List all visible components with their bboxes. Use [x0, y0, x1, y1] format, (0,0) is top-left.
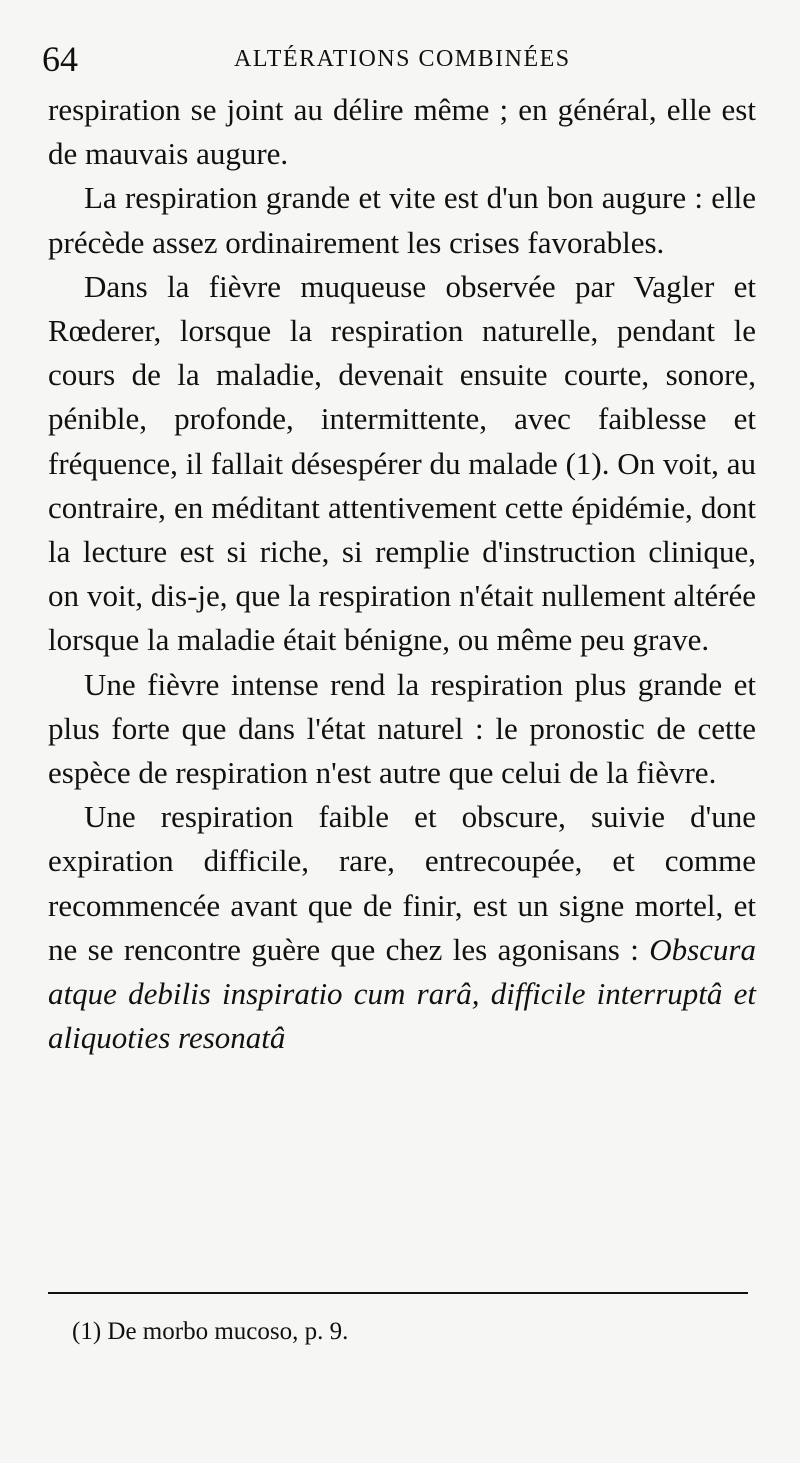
- body-text: [48, 88, 756, 1060]
- running-head: ALTÉRATIONS COMBINÉES: [234, 46, 571, 72]
- paragraph: Une fièvre intense rend la respiration plus grande et plus forte que dans l'état naturel : le pronostic de cette espèce de respiration n'est autre que celui de la fièvre.: [48, 666, 756, 791]
- paragraph: Dans la fièvre muqueuse observée par Vagler et Rœderer, lorsque la respiration naturelle, pendant le cours de la maladie, devenait ensuite courte, sonore, pénible, profonde, intermittente, avec faiblesse et fréquence, il fallait désespérer du malade (1). On voit, au contraire, en méditant attentivement cette épidémie, dont la lecture est si riche, si remplie d'instruction clinique, on voit, dis-je, que la respiration n'était nullement altérée lorsque la maladie était bénigne, ou même peu grave.: [48, 268, 756, 658]
- paragraph: [48, 795, 756, 1060]
- page-header: [42, 38, 760, 88]
- paragraph: La respiration grande et vite est d'un bon augure : elle précède assez ordinairement les crises favorables.: [48, 180, 756, 260]
- page-number: 64: [42, 39, 78, 79]
- paragraph: respiration se joint au délire même ; en général, elle est de mauvais augure.: [48, 92, 756, 172]
- paragraph-text: Une respiration faible et obscure, suivie d'une expiration difficile, rare, entrecoupée, et comme recommencée avant que de finir, est un signe mortel, et ne se rencontre guère que chez les agonisans :: [48, 799, 756, 967]
- footnote: (1) De morbo mucoso, p. 9.: [72, 1318, 349, 1345]
- footnote-rule: [48, 1292, 748, 1294]
- latin-quotation: Obscura atque debilis inspiratio cum rarâ, difficile interruptâ et aliquoties resonatâ: [48, 931, 756, 1056]
